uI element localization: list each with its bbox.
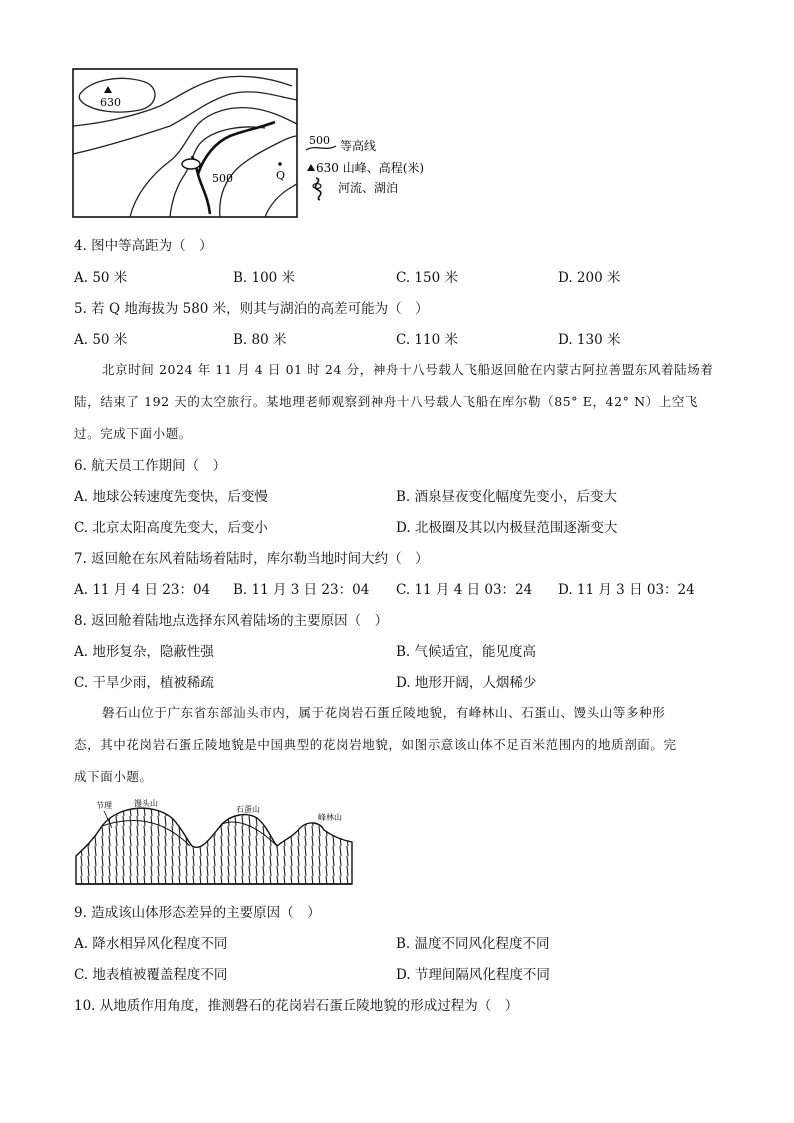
point-q-marker [278,162,282,166]
q9-option-b[interactable]: B. 温度不同风化程度不同 [396,936,550,952]
contour-line [265,184,297,217]
q4-option-a[interactable]: A. 50 米 [74,270,128,286]
q4-option-d[interactable]: D. 200 米 [558,270,621,286]
q7-option-b[interactable]: B. 11 月 3 日 23：04 [233,582,370,598]
q8-option-b[interactable]: B. 气候适宜，能见度高 [396,644,537,660]
q6-option-d[interactable]: D. 北极圈及其以内极昼范围逐渐变大 [396,520,618,536]
passage-2-line-2: 态，其中花岗岩石蛋丘陵地貌是中国典型的花岗岩地貌，如图示意该山体不足百米范围内的地质剖面。完 [74,737,677,752]
q4-option-b[interactable]: B. 100 米 [233,270,296,286]
legend-peak-text: 630 山峰、高程(米) [316,161,425,175]
q4-option-c[interactable]: C. 150 米 [396,270,458,286]
label-mantou-shan: 馒头山 [134,799,158,808]
q6-option-b[interactable]: B. 酒泉昼夜变化幅度先变小，后变大 [396,489,618,505]
q6-option-a[interactable]: A. 地球公转速度先变快，后变慢 [74,489,268,505]
q9-option-c[interactable]: C. 地表植被覆盖程度不同 [74,967,228,983]
question-5-stem: 5. 若 Q 地海拔为 580 米，则其与湖泊的高差可能为（ ） [74,301,429,317]
q7-option-c[interactable]: C. 11 月 4 日 03：24 [396,582,533,598]
q9-option-d[interactable]: D. 节理间隔风化程度不同 [396,967,550,983]
rock-body [76,808,352,884]
passage-1-line-1: 北京时间 2024 年 11 月 4 日 01 时 24 分，神舟十八号载人飞船返回舱在内蒙古阿拉善盟东风着陆场着 [102,362,714,377]
question-10-stem: 10. 从地质作用角度，推测磐石的花岗岩石蛋丘陵地貌的形成过程为（ ） [74,998,519,1014]
q8-option-a[interactable]: A. 地形复杂，隐蔽性强 [74,644,214,660]
lake [182,159,200,169]
q5-option-c[interactable]: C. 110 米 [396,332,458,348]
q8-option-d[interactable]: D. 地形开阔，人烟稀少 [396,675,537,691]
question-4-stem: 4. 图中等高距为（ ） [74,238,213,254]
q8-option-c[interactable]: C. 干旱少雨，植被稀疏 [74,675,214,691]
q5-option-b[interactable]: B. 80 米 [233,332,287,348]
passage-1-line-2: 陆，结束了 192 天的太空旅行。某地理老师观察到神舟十八号载人飞船在库尔勒（85° E，42° N）上空飞 [74,394,699,409]
passage-2-line-1: 磐石山位于广东省东部汕头市内，属于花岗岩石蛋丘陵地貌，有峰林山、石蛋山、馒头山等多种形 [102,705,666,720]
contour-map-figure [70,66,470,222]
peak-icon [104,86,112,93]
legend-contour-text: 等高线 [340,139,377,153]
passage-1-line-3: 过。完成下面小题。 [74,426,192,441]
q9-option-a[interactable]: A. 降水相异风化程度不同 [74,936,228,952]
question-9-stem: 9. 造成该山体形态差异的主要原因（ ） [74,905,321,921]
legend-water-text: 河流、湖泊 [338,181,399,195]
passage-2-line-3: 成下面小题。 [74,769,153,784]
point-q-label: Q [276,169,286,182]
label-joint: 节理 [96,801,112,810]
q7-option-d[interactable]: D. 11 月 3 日 03：24 [558,582,695,598]
q5-option-a[interactable]: A. 50 米 [74,332,128,348]
peak-elevation: 630 [100,96,121,109]
geologic-section-figure [72,796,358,888]
legend-peak-icon [307,164,315,171]
question-6-stem: 6. 航天员工作期间（ ） [74,458,227,474]
legend-contour-value: 500 [309,134,330,147]
contour-value-label: 500 [212,172,233,185]
q7-option-a[interactable]: A. 11 月 4 日 23：04 [74,582,211,598]
label-shidan-shan: 石蛋山 [236,805,260,814]
q6-option-c[interactable]: C. 北京太阳高度先变大，后变小 [74,520,268,536]
question-7-stem: 7. 返回舱在东风着陆场着陆时，库尔勒当地时间大约（ ） [74,551,429,567]
q5-option-d[interactable]: D. 130 米 [558,332,621,348]
river [192,122,275,214]
label-fenglin-shan: 峰林山 [318,813,342,822]
question-8-stem: 8. 返回舱着陆地点选择东风着陆场的主要原因（ ） [74,613,389,629]
